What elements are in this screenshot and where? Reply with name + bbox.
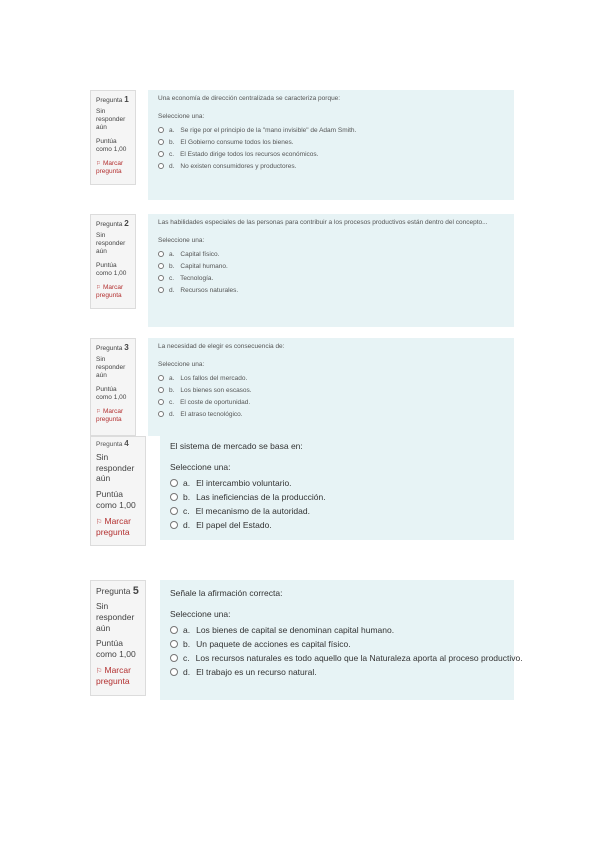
answer-option-d[interactable] <box>158 408 504 420</box>
answer-option-d[interactable] <box>170 665 504 679</box>
question-number-value: 5 <box>132 585 139 597</box>
radio-button[interactable] <box>158 275 164 281</box>
option-letter: d. <box>183 520 191 531</box>
question-number-value: 2 <box>124 219 129 228</box>
question-text: Las habilidades especiales de las personas para contribuir a los procesos productivos están dentro del concepto... <box>158 219 488 226</box>
question-number <box>96 219 130 229</box>
radio-button[interactable] <box>158 251 164 257</box>
radio-button[interactable] <box>170 493 178 501</box>
option-text: Tecnología. <box>180 274 214 282</box>
question-content-1 <box>148 90 514 200</box>
option-letter: a. <box>169 126 175 134</box>
option-letter: d. <box>169 410 175 418</box>
option-letter: a. <box>169 374 175 382</box>
answer-option-b[interactable] <box>170 490 504 504</box>
question-text: Una economía de dirección centralizada se caracteriza porque: <box>158 95 341 102</box>
option-letter: d. <box>169 286 175 294</box>
option-letter: b. <box>169 262 175 270</box>
option-letter: c. <box>169 274 175 282</box>
option-letter: b. <box>169 138 175 146</box>
option-text: Los bienes de capital se denominan capital humano. <box>196 625 395 636</box>
option-text: El atraso tecnológico. <box>180 410 243 418</box>
question-state: Sin responder aún <box>96 108 126 132</box>
flag-icon: ⚐ <box>96 160 101 167</box>
answer-option-d[interactable] <box>170 518 504 532</box>
question-info-3 <box>90 338 136 436</box>
option-letter: a. <box>169 250 175 258</box>
question-text: La necesidad de elegir es consecuencia de: <box>158 343 285 350</box>
radio-button[interactable] <box>158 411 164 417</box>
answer-option-d[interactable] <box>158 160 504 172</box>
question-text: Señale la afirmación correcta: <box>170 588 283 598</box>
answer-option-a[interactable] <box>158 248 504 260</box>
question-number-value: 1 <box>124 95 129 104</box>
select-one-prompt: Seleccione una: <box>170 462 231 473</box>
radio-button[interactable] <box>158 139 164 145</box>
answer-option-a[interactable] <box>170 623 504 637</box>
option-letter: c. <box>183 653 190 664</box>
option-text: Un paquete de acciones es capital físico. <box>196 639 351 650</box>
question-number <box>96 343 130 353</box>
question-content-3 <box>148 338 514 436</box>
question-grade: Puntúa como 1,00 <box>96 489 136 510</box>
option-letter: b. <box>169 386 175 394</box>
radio-button[interactable] <box>158 375 164 381</box>
option-letter: c. <box>183 506 190 517</box>
select-one-prompt: Seleccione una: <box>158 113 205 121</box>
question-grade: Puntúa como 1,00 <box>96 638 136 659</box>
question-info-5 <box>90 580 146 696</box>
answer-option-c[interactable] <box>158 272 504 284</box>
radio-button[interactable] <box>170 479 178 487</box>
question-content-4 <box>160 436 514 540</box>
flag-icon: ⚐ <box>96 284 101 291</box>
question-grade: Puntúa como 1,00 <box>96 385 127 401</box>
option-text: El coste de oportunidad. <box>180 398 251 406</box>
option-letter: c. <box>169 398 175 406</box>
question-grade: Puntúa como 1,00 <box>96 137 127 153</box>
option-letter: d. <box>169 162 175 170</box>
answer-option-a[interactable] <box>170 476 504 490</box>
answer-option-a[interactable] <box>158 372 504 384</box>
answer-option-a[interactable] <box>158 124 504 136</box>
option-text: Se rige por el principio de la "mano invisible" de Adam Smith. <box>180 126 357 134</box>
flag-label: Marcar pregunta <box>96 516 131 537</box>
option-text: Recursos naturales. <box>180 286 239 294</box>
answer-option-b[interactable] <box>158 136 504 148</box>
flag-question-link[interactable] <box>96 160 130 176</box>
question-number <box>96 585 140 598</box>
option-text: Capital humano. <box>180 262 228 270</box>
answer-option-c[interactable] <box>158 396 504 408</box>
option-text: No existen consumidores y productores. <box>180 162 297 170</box>
option-letter: a. <box>183 478 191 489</box>
option-text: Los bienes son escasos. <box>180 386 252 394</box>
answer-option-b[interactable] <box>170 637 504 651</box>
question-state: Sin responder aún <box>96 356 126 380</box>
answer-option-b[interactable] <box>158 260 504 272</box>
flag-question-link[interactable] <box>96 408 130 424</box>
question-label: Pregunta <box>96 97 123 104</box>
question-number <box>96 95 130 105</box>
flag-question-link[interactable] <box>96 516 140 537</box>
question-content-5 <box>160 580 523 700</box>
option-text: Capital físico. <box>180 250 220 258</box>
option-text: El trabajo es un recurso natural. <box>196 667 317 678</box>
select-one-prompt: Seleccione una: <box>158 237 205 245</box>
flag-label: Marcar pregunta <box>96 665 131 687</box>
flag-icon: ⚐ <box>96 408 101 415</box>
radio-button[interactable] <box>170 640 178 648</box>
question-number-value: 4 <box>124 439 129 448</box>
question-grade: Puntúa como 1,00 <box>96 261 127 277</box>
option-text: El intercambio voluntario. <box>196 478 292 489</box>
option-text: Los fallos del mercado. <box>180 374 248 382</box>
flag-question-link[interactable] <box>96 284 130 300</box>
question-label: Pregunta <box>96 586 131 596</box>
radio-button[interactable] <box>158 127 164 133</box>
radio-button[interactable] <box>170 507 178 515</box>
flag-label: Marcar pregunta <box>96 283 124 299</box>
option-letter: b. <box>183 492 191 503</box>
option-letter: a. <box>183 625 191 636</box>
answer-option-d[interactable] <box>158 284 504 296</box>
question-label: Pregunta <box>96 345 123 352</box>
option-text: El papel del Estado. <box>196 520 272 531</box>
flag-label: Marcar pregunta <box>96 159 124 175</box>
question-label: Pregunta <box>96 441 123 448</box>
question-number-value: 3 <box>124 343 129 352</box>
option-text: El Estado dirige todos los recursos económicos. <box>180 150 319 158</box>
question-info-1 <box>90 90 136 185</box>
flag-question-link[interactable] <box>96 665 140 686</box>
radio-button[interactable] <box>158 151 164 157</box>
flag-icon: ⚐ <box>96 666 103 676</box>
option-letter: d. <box>183 667 191 678</box>
radio-button[interactable] <box>170 521 178 529</box>
flag-icon: ⚐ <box>96 517 103 527</box>
option-letter: b. <box>183 639 191 650</box>
radio-button[interactable] <box>158 163 164 169</box>
option-letter: c. <box>169 150 175 158</box>
select-one-prompt: Seleccione una: <box>158 361 205 369</box>
answer-option-c[interactable] <box>170 651 523 665</box>
question-label: Pregunta <box>96 221 123 228</box>
option-text: El Gobierno consume todos los bienes. <box>180 138 294 146</box>
question-content-2 <box>148 214 514 327</box>
question-number <box>96 439 140 449</box>
question-state: Sin responder aún <box>96 232 126 256</box>
question-state: Sin responder aún <box>96 452 135 484</box>
answer-option-c[interactable] <box>158 148 504 160</box>
question-state: Sin responder aún <box>96 601 135 633</box>
radio-button[interactable] <box>158 399 164 405</box>
question-info-4 <box>90 436 146 546</box>
answer-option-c[interactable] <box>170 504 504 518</box>
radio-button[interactable] <box>158 287 164 293</box>
answer-option-b[interactable] <box>158 384 504 396</box>
radio-button[interactable] <box>170 626 178 634</box>
radio-button[interactable] <box>158 263 164 269</box>
question-text: El sistema de mercado se basa en: <box>170 441 303 451</box>
question-info-2 <box>90 214 136 309</box>
radio-button[interactable] <box>170 668 178 676</box>
flag-label: Marcar pregunta <box>96 407 124 423</box>
option-text: El mecanismo de la autoridad. <box>195 506 310 517</box>
option-text: Las ineficiencias de la producción. <box>196 492 326 503</box>
radio-button[interactable] <box>158 387 164 393</box>
radio-button[interactable] <box>170 654 178 662</box>
option-text: Los recursos naturales es todo aquello que la Naturaleza aporta al proceso productivo. <box>195 653 523 664</box>
select-one-prompt: Seleccione una: <box>170 609 231 620</box>
